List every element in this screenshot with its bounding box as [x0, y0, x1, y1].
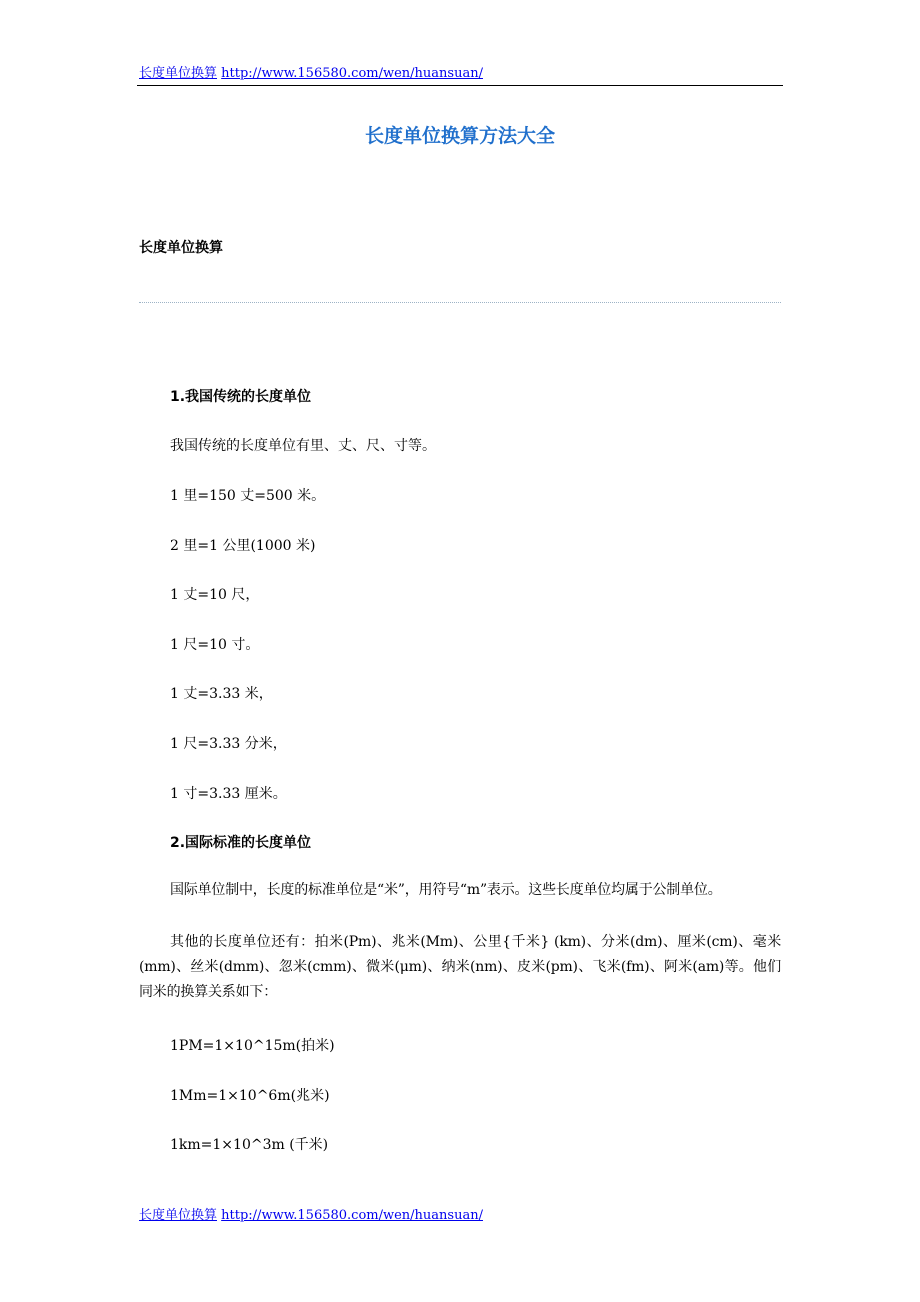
- footer-url-link[interactable]: http://www.156580.com/wen/huansuan/: [221, 1208, 483, 1223]
- section-heading: 长度单位换算: [139, 240, 223, 256]
- conversion-line: 1km=1×10^3m (千米): [170, 1137, 329, 1153]
- part1-line: 1 里=150 丈=500 米。: [170, 488, 326, 504]
- conversion-line: 1PM=1×10^15m(拍米): [170, 1038, 335, 1054]
- part1-line: 1 丈=10 尺，: [170, 587, 260, 603]
- part1-line: 1 尺=10 寸。: [170, 637, 260, 653]
- part1-line: 我国传统的长度单位有里、丈、尺、寸等。: [170, 438, 436, 454]
- dotted-divider: [139, 302, 781, 303]
- part2-intro: 国际单位制中，长度的标准单位是“米”，用符号“m”表示。这些长度单位均属于公制单位。: [170, 882, 722, 898]
- page-header: [139, 66, 483, 82]
- conversion-line: 1Mm=1×10^6m(兆米): [170, 1088, 330, 1104]
- header-site-link[interactable]: 长度单位换算: [139, 66, 218, 81]
- part1-line: 1 丈=3.33 米，: [170, 686, 273, 702]
- part2-heading: 2.国际标准的长度单位: [170, 835, 312, 851]
- part1-line: 2 里=1 公里(1000 米): [170, 538, 316, 554]
- part2-other-units: 其他的长度单位还有：拍米(Pm)、兆米(Mm)、公里{千米} (km)、分米(dm)、厘米(cm)、毫米(mm)、丝米(dmm)、忽米(cmm)、微米(μm)、纳米(nm)、皮米(pm)、飞米(fm)、阿米(am)等。他们同米的换算关系如下：: [139, 934, 781, 1000]
- part1-line: 1 寸=3.33 厘米。: [170, 786, 287, 802]
- part1-line: 1 尺=3.33 分米，: [170, 736, 287, 752]
- part1-heading: 1.我国传统的长度单位: [170, 389, 312, 405]
- page-title: 长度单位换算方法大全: [364, 125, 555, 147]
- header-url-link[interactable]: http://www.156580.com/wen/huansuan/: [221, 66, 483, 81]
- footer-site-link[interactable]: 长度单位换算: [139, 1208, 218, 1223]
- header-divider: [137, 85, 783, 86]
- page-footer: [139, 1208, 483, 1224]
